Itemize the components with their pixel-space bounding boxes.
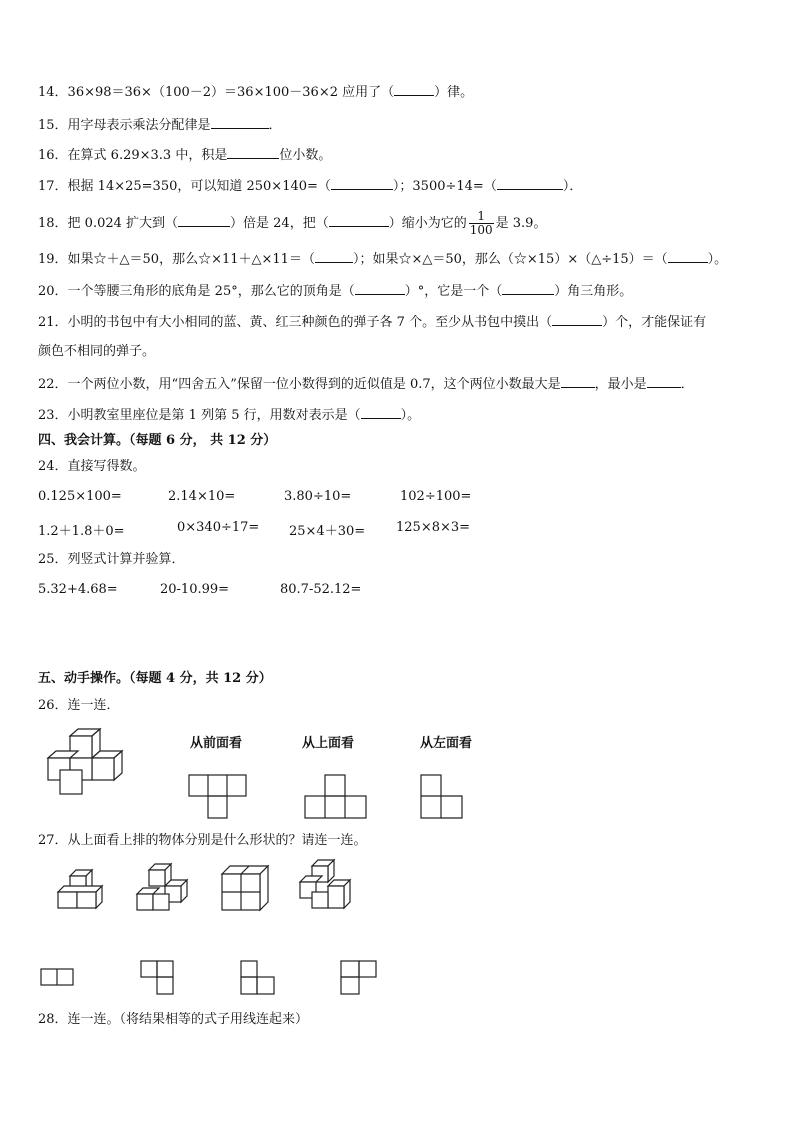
question-23	[38, 406, 420, 425]
question-21	[38, 313, 706, 332]
q20-text-post: ）角三角形。	[554, 284, 633, 299]
q24-row1-item-4: 102÷100=	[400, 489, 472, 504]
q14-text-post: ）律。	[434, 85, 474, 100]
q27-solid-figure-4	[298, 858, 354, 912]
q24-row2-item-2: 0×340÷17=	[177, 520, 260, 535]
q22-answer-blank-1[interactable]	[561, 375, 595, 388]
q16-answer-blank[interactable]	[227, 146, 279, 159]
section-5-heading: 五、动手操作。（每题 4 分，共 12 分）	[38, 671, 272, 686]
q26-label-front-view: 从前面看	[190, 736, 243, 751]
q22-answer-blank-2[interactable]	[647, 375, 681, 388]
q20-answer-blank-2[interactable]	[502, 282, 554, 295]
q20-text-pre: 20．一个等腰三角形的底角是 25°，那么它的顶角是（	[38, 284, 355, 299]
q16-text-pre: 16．在算式 6.29×3.3 中，积是	[38, 148, 228, 163]
q16-text-post: 位小数。	[279, 148, 332, 163]
q17-answer-blank-1[interactable]	[331, 177, 393, 190]
q25-item-2: 20-10.99=	[160, 582, 230, 597]
q18-text-mid: ）倍是 24，把（	[230, 216, 329, 231]
q23-answer-blank[interactable]	[361, 406, 401, 419]
question-21-line-2	[38, 343, 155, 361]
q24-row1-item-2: 2.14×10=	[168, 489, 236, 504]
q25-item-1: 5.32+4.68=	[38, 582, 118, 597]
q18-text-mid2: ）缩小为它的	[388, 216, 467, 231]
q21-text-line2: 颜色不相同的弹子。	[38, 344, 156, 359]
q19-text-mid: ）；如果☆×△＝50，那么（☆×15）×（△÷15）＝（	[352, 252, 668, 267]
q27-top-view-option-2	[140, 960, 180, 998]
q21-answer-blank[interactable]	[552, 313, 602, 326]
question-14	[38, 83, 473, 102]
q18-text-post: 是 3.9。	[495, 216, 547, 231]
question-16	[38, 146, 331, 165]
q21-text-post: ）个，才能保证有	[602, 315, 707, 330]
question-25-title: 25．列竖式计算并验算．	[38, 552, 185, 567]
question-28-title: 28．连一连。（将结果相等的式子用线连起来）	[38, 1012, 309, 1027]
q26-label-top-view: 从上面看	[302, 736, 355, 751]
question-17	[38, 177, 582, 196]
q22-text-pre: 22．一个两位小数，用“四舍五入”保留一位小数得到的近似值是 0.7，这个两位小数最大是	[38, 377, 561, 392]
q17-text-post: ）．	[562, 179, 583, 194]
q26-label-left-view: 从左面看	[420, 736, 473, 751]
q24-row2-item-1: 1.2＋1.8＋0=	[38, 524, 125, 539]
question-24-title: 24．直接写得数。	[38, 459, 146, 474]
q14-answer-blank[interactable]	[394, 83, 434, 96]
q26-front-view-shape	[188, 774, 248, 820]
q24-row2-item-4: 125×8×3=	[396, 520, 471, 535]
q26-top-view-shape	[304, 774, 368, 820]
section-4-heading: 四、我会计算。（每题 6 分， 共 12 分）	[38, 433, 277, 448]
q20-text-mid: ）°，它是一个（	[404, 284, 503, 299]
q19-text-pre: 19．如果☆＋△＝50，那么☆×11＋△×11＝（	[38, 252, 315, 267]
question-15	[38, 116, 282, 135]
q25-item-3: 80.7-52.12=	[280, 582, 362, 597]
question-18	[38, 210, 546, 237]
q17-answer-blank-2[interactable]	[497, 177, 563, 190]
q26-left-view-shape	[420, 774, 464, 820]
q27-solid-figure-1	[56, 868, 106, 912]
q18-answer-blank-1[interactable]	[178, 214, 230, 227]
q22-text-post: ．	[680, 377, 694, 392]
q15-answer-blank[interactable]	[211, 116, 269, 129]
q18-answer-blank-2[interactable]	[329, 214, 389, 227]
q27-top-view-option-3	[240, 960, 280, 998]
q18-fraction	[469, 210, 494, 237]
q27-solid-figure-2	[135, 862, 191, 912]
q23-text-post: ）。	[400, 408, 421, 423]
q17-text-mid: ）；3500÷14=（	[392, 179, 497, 194]
q14-text-pre: 14．36×98＝36×（100－2）＝36×100－36×2 应用了（	[38, 85, 395, 100]
q19-answer-blank-2[interactable]	[668, 250, 708, 263]
q24-row1-item-3: 3.80÷10=	[284, 489, 352, 504]
q17-text-pre: 17．根据 14×25=350，可以知道 250×140=（	[38, 179, 331, 194]
q15-text-post: ．	[268, 118, 282, 133]
q18-fraction-denominator: 100	[469, 223, 493, 237]
q26-cube-stack-figure	[40, 728, 130, 800]
question-20	[38, 282, 632, 301]
q18-text-pre: 18．把 0.024 扩大到（	[38, 216, 179, 231]
q22-text-mid: ，最小是	[594, 377, 647, 392]
q24-row1-item-1: 0.125×100=	[38, 489, 122, 504]
question-22	[38, 375, 694, 394]
q20-answer-blank-1[interactable]	[355, 282, 405, 295]
q27-top-view-option-1	[40, 968, 76, 988]
question-27-title: 27．从上面看上排的物体分别是什么形状的？请连一连。	[38, 833, 367, 848]
q27-top-view-option-4	[340, 960, 380, 998]
q21-text-pre: 21．小明的书包中有大小相同的蓝、黄、红三种颜色的弹子各 7 个。至少从书包中摸出（	[38, 315, 553, 330]
question-19	[38, 250, 727, 269]
q27-solid-figure-3	[220, 864, 270, 912]
question-26-title: 26．连一连．	[38, 698, 120, 713]
q24-row2-item-3: 25×4＋30=	[289, 524, 366, 539]
q19-text-post: ）。	[707, 252, 728, 267]
q18-fraction-numerator: 1	[469, 210, 494, 224]
q19-answer-blank-1[interactable]	[315, 250, 353, 263]
q15-text-pre: 15．用字母表示乘法分配律是	[38, 118, 211, 133]
q23-text-pre: 23．小明教室里座位是第 1 列第 5 行，用数对表示是（	[38, 408, 361, 423]
